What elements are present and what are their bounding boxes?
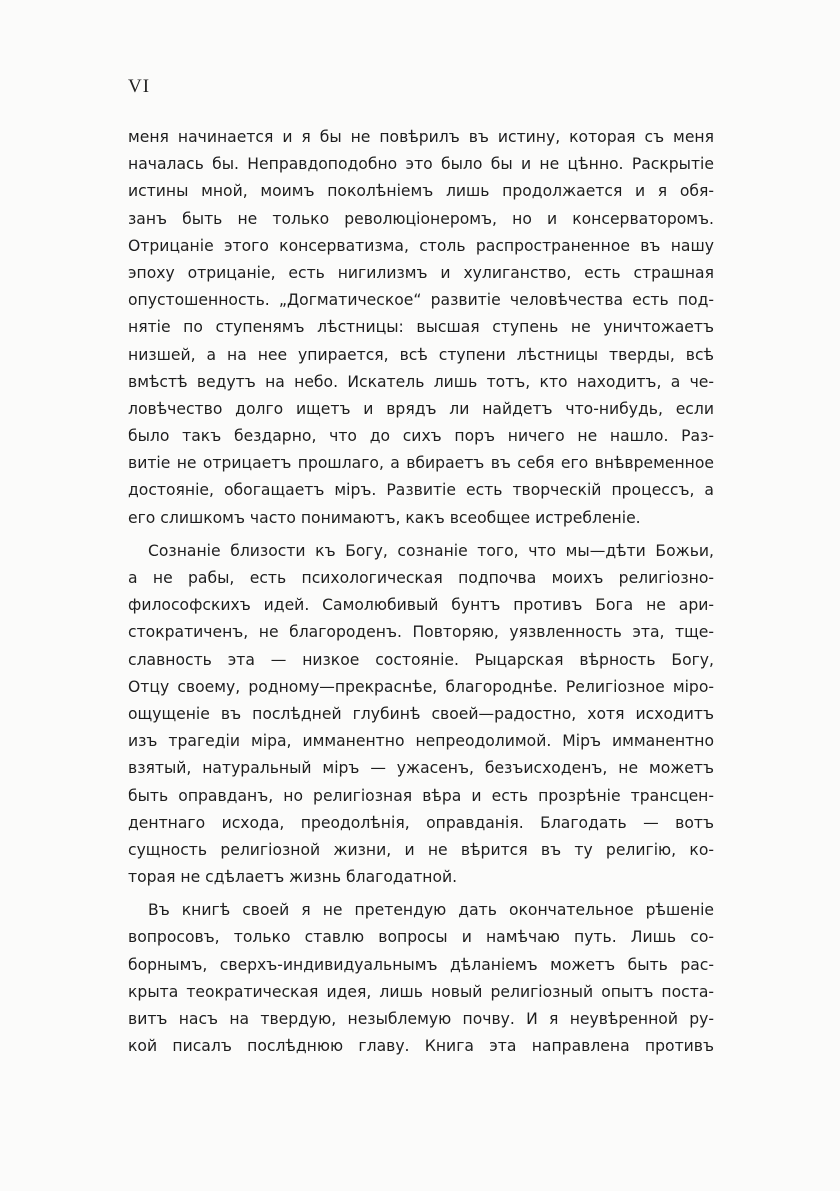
text-line: вмѣстѣ ведутъ на небо. Искатель лишь тотъ, кто находитъ, а че- <box>128 372 714 391</box>
text-line: быть оправданъ, но религіозная вѣра и есть прозрѣніе трансцен- <box>128 786 714 805</box>
text-line: философскихъ идей. Самолюбивый бунтъ противъ Бога не ари- <box>128 596 714 615</box>
text-line: Отрицаніе этого консерватизма, столь распространенное въ нашу <box>128 236 714 255</box>
text-line: ощущеніе въ послѣдней глубинѣ своей—радостно, хотя исходитъ <box>128 704 714 723</box>
text-line: Сознаніе близости къ Богу, сознаніе того, что мы—дѣти Божьи, <box>148 541 714 560</box>
text-line: витіе не отрицаетъ прошлаго, а вбираетъ въ себя его внѣвременное <box>128 454 714 473</box>
text-line: крыта теократическая идея, лишь новый религіозный опытъ поста- <box>128 982 714 1001</box>
text-line: занъ быть не только революціонеромъ, но и консерваторомъ. <box>128 209 714 228</box>
text-line: было такъ бездарно, что до сихъ поръ ничего не нашло. Раз- <box>128 427 714 446</box>
text-line: Отцу своему, родному—прекраснѣе, благороднѣе. Религіозное міро- <box>128 677 714 696</box>
text-line: изъ трагедіи міра, имманентно непреодолимой. Міръ имманентно <box>128 732 714 751</box>
text-line: опустошенность. „Догматическое“ развитіе человѣчества есть под- <box>128 291 714 310</box>
text-line: славность эта — низкое состояніе. Рыцарская вѣрность Богу, <box>128 650 714 669</box>
text-line: истины мной, моимъ поколѣніемъ лишь продолжается и я обя- <box>128 182 714 201</box>
text-line: его слишкомъ часто понимаютъ, какъ всеобщее истребленіе. <box>128 508 641 527</box>
text-line: дентнаго исхода, преодолѣнія, оправданія. Благодать — вотъ <box>128 813 714 832</box>
text-line: а не рабы, есть психологическая подпочва моихъ религіозно- <box>128 569 714 587</box>
paragraph <box>128 538 714 891</box>
text-line: борнымъ, сверхъ-индивидуальнымъ дѣланіемъ можетъ быть рас- <box>128 955 714 974</box>
body-text <box>128 124 714 1060</box>
text-line: витъ насъ на твердую, незыблемую почву. И я неувѣренной ру- <box>128 1010 714 1028</box>
text-line: вопросовъ, только ставлю вопросы и намѣчаю путь. Лишь со- <box>128 928 714 947</box>
text-line: нятіе по ступенямъ лѣстницы: высшая ступень не уничтожаетъ <box>128 318 714 337</box>
text-line: низшей, а на нее упирается, всѣ ступени лѣстницы тверды, всѣ <box>128 345 714 364</box>
text-line: кой писалъ послѣднюю главу. Книга эта направлена противъ <box>128 1037 714 1056</box>
text-line: сущность религіозной жизни, и не вѣрится въ ту религію, ко- <box>128 840 714 859</box>
text-line: началась бы. Неправдоподобно это было бы и не цѣнно. Раскрытіе <box>128 155 714 174</box>
text-line: торая не сдѣлаетъ жизнь благодатной. <box>128 868 458 887</box>
paragraph <box>128 124 714 532</box>
text-line: эпоху отрицаніе, есть нигилизмъ и хулиганство, есть страшная <box>128 263 714 282</box>
text-line: Въ книгѣ своей я не претендую дать окончательное рѣшеніе <box>148 901 714 920</box>
text-line: ловѣчество долго ищетъ и врядъ ли найдетъ что-нибудь, если <box>128 399 714 418</box>
text-line: стократиченъ, не благороденъ. Повторяю, уязвленность эта, тще- <box>128 623 714 642</box>
text-line: достояніе, обогащаетъ міръ. Развитіе есть творческій процессъ, а <box>128 481 714 500</box>
text-line: меня начинается и я бы не повѣрилъ въ истину, которая съ меня <box>128 128 714 146</box>
page-number: VI <box>128 76 151 97</box>
paragraph <box>128 897 714 1060</box>
text-line: взятый, натуральный міръ — ужасенъ, безъисходенъ, не можетъ <box>128 759 714 778</box>
